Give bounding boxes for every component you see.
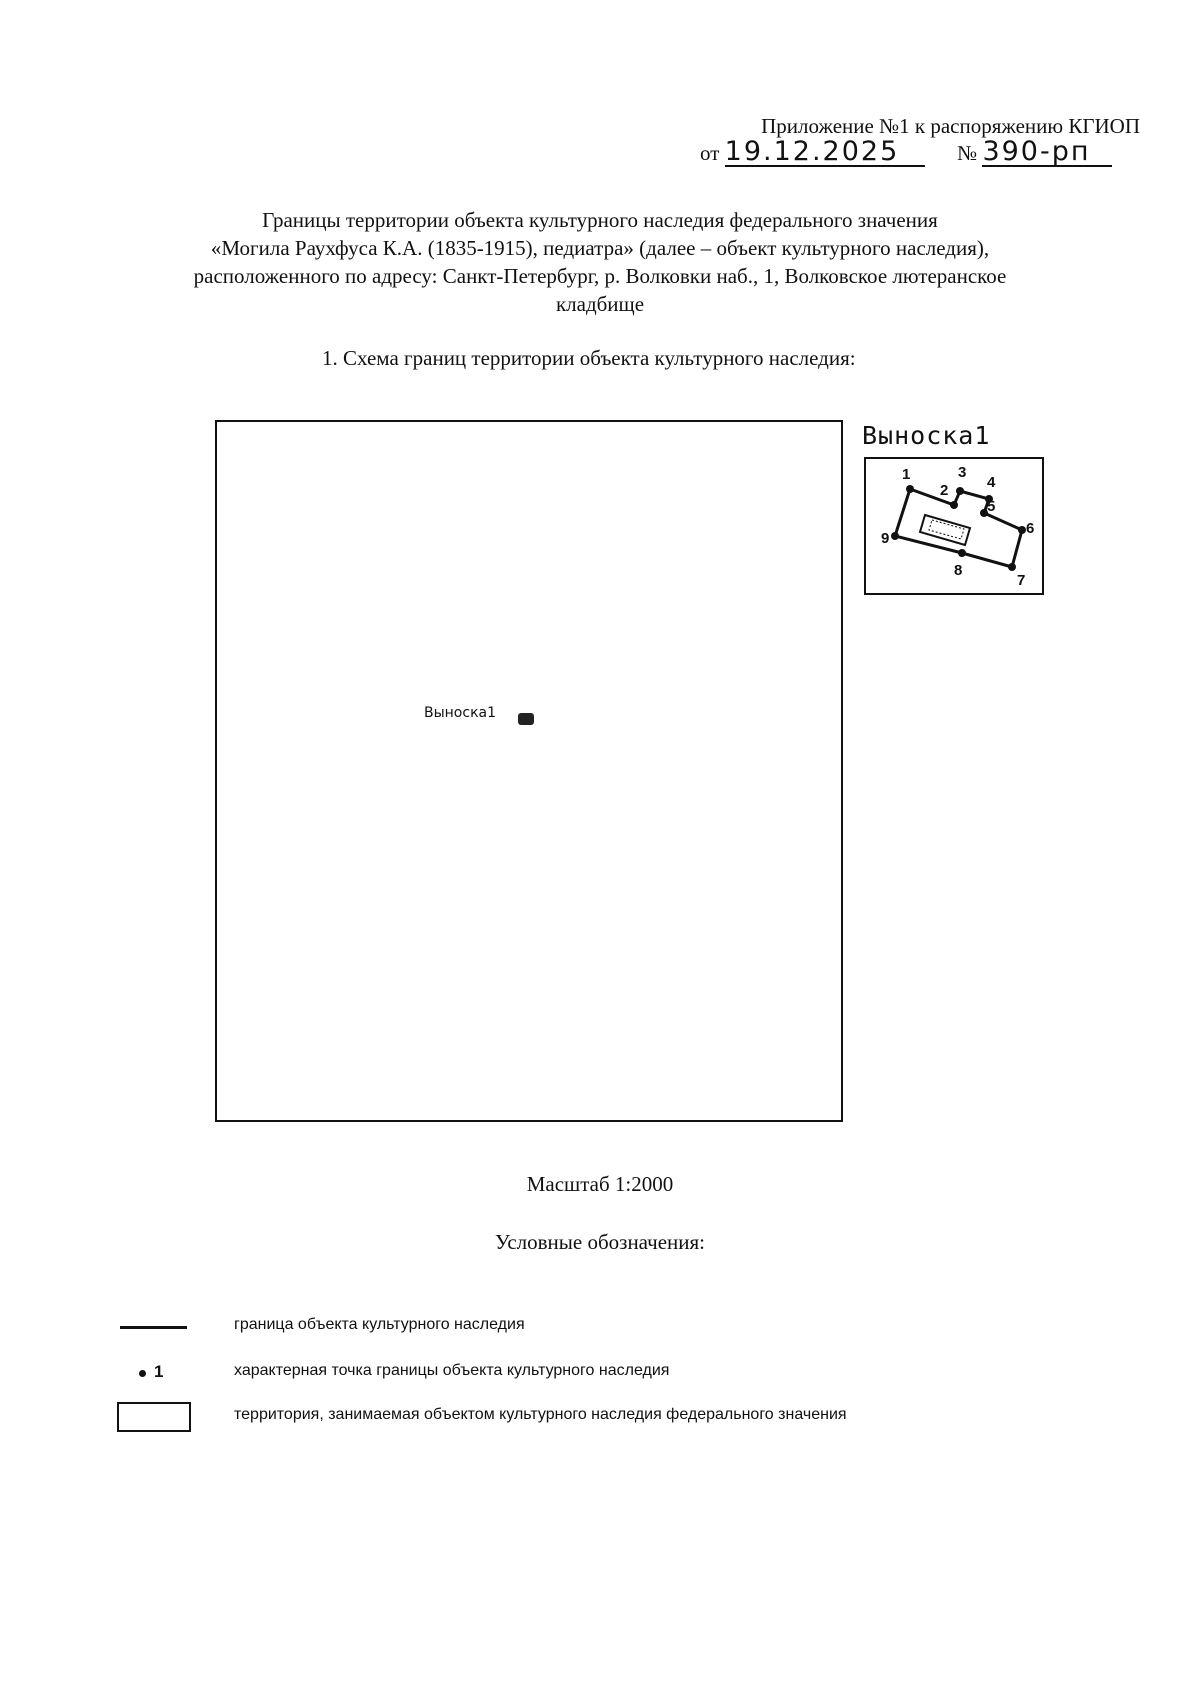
point-label-7: 7 bbox=[1017, 572, 1026, 589]
order-number: 390-рп bbox=[982, 139, 1112, 167]
legend-point-symbol bbox=[110, 1356, 190, 1390]
title-line-3: расположенного по адресу: Санкт-Петербург, р. Волковки наб., 1, Волковское лютеранское bbox=[193, 264, 1007, 288]
title-line-2: «Могила Раухфуса К.А. (1835-1915), педиатра» (далее – объект культурного наследия), bbox=[210, 236, 990, 260]
map-scale: Масштаб 1:2000 bbox=[526, 1172, 674, 1196]
point-label-1: 1 bbox=[902, 466, 911, 483]
point-label-3: 3 bbox=[958, 464, 967, 481]
boundary-point-2 bbox=[950, 501, 958, 509]
object-territory bbox=[920, 515, 970, 545]
scheme-caption: 1. Схема границ территории объекта культурного наследия: bbox=[322, 346, 856, 370]
map-callout-label: Выноска1 bbox=[424, 705, 497, 721]
boundary-point-8 bbox=[958, 549, 966, 557]
callout-box bbox=[864, 457, 1044, 595]
boundary-point-3 bbox=[956, 487, 964, 495]
legend-point-number: 1 bbox=[154, 1362, 164, 1381]
legend-text-point: характерная точка границы объекта культурного наследия bbox=[234, 1362, 670, 1379]
point-label-4: 4 bbox=[987, 474, 996, 491]
point-label-9: 9 bbox=[881, 530, 890, 547]
boundary-point-9 bbox=[891, 532, 899, 540]
date-prefix: от bbox=[700, 141, 720, 165]
boundary-point-7 bbox=[1008, 563, 1016, 571]
title-line-4: кладбище bbox=[555, 292, 645, 316]
legend-text-boundary: граница объекта культурного наследия bbox=[234, 1316, 525, 1333]
order-date: 19.12.2025 bbox=[725, 139, 925, 167]
callout-diagram bbox=[866, 459, 1046, 597]
title-line-1: Границы территории объекта культурного наследия федерального значения bbox=[262, 208, 938, 232]
point-label-5: 5 bbox=[987, 498, 996, 515]
boundary-point-1 bbox=[906, 485, 914, 493]
order-date-number bbox=[700, 136, 1112, 167]
number-prefix: № bbox=[957, 141, 978, 165]
map-object-marker bbox=[518, 713, 534, 725]
legend-text-territory: территория, занимаемая объектом культурного наследия федерального значения bbox=[234, 1406, 847, 1423]
point-label-2: 2 bbox=[940, 482, 949, 499]
callout-title: Выноска1 bbox=[862, 421, 991, 450]
legend-line-symbol bbox=[110, 1310, 190, 1344]
legend-rect-symbol bbox=[110, 1400, 190, 1434]
boundary-point-6 bbox=[1018, 526, 1026, 534]
map-frame bbox=[215, 420, 843, 1122]
point-label-6: 6 bbox=[1026, 520, 1035, 537]
appendix-reference: Приложение №1 к распоряжению КГИОП bbox=[761, 114, 1140, 138]
point-label-8: 8 bbox=[954, 562, 963, 579]
legend-title: Условные обозначения: bbox=[494, 1230, 706, 1254]
document-title bbox=[120, 206, 1080, 318]
boundary-line bbox=[895, 489, 1022, 567]
